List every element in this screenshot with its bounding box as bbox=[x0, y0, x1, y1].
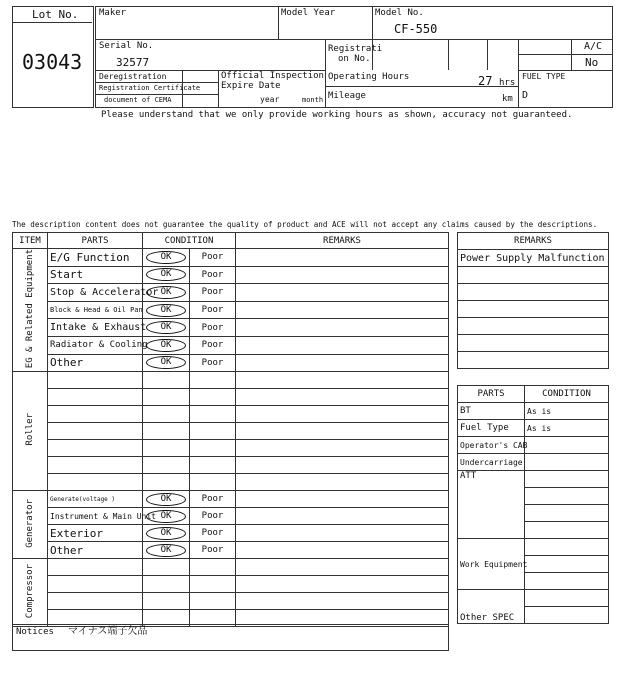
remarks-cell bbox=[236, 491, 449, 508]
registration-certificate-label: Registration Certificate bbox=[99, 84, 201, 92]
poor-option: Poor bbox=[190, 354, 236, 372]
work-equipment-label: Work Equipment bbox=[458, 539, 525, 590]
poor-option: Poor bbox=[190, 525, 236, 542]
notices-label: Notices bbox=[16, 627, 54, 637]
generator-part: Exterior bbox=[48, 525, 143, 542]
remarks-cell bbox=[236, 336, 449, 354]
generator-part: Instrument & Main Unit bbox=[48, 508, 143, 525]
remarks-cell bbox=[236, 508, 449, 525]
poor-option: Poor bbox=[190, 301, 236, 319]
registration-label-1: Registrati bbox=[328, 44, 383, 54]
poor-option: Poor bbox=[190, 491, 236, 508]
ok-mark bbox=[143, 301, 190, 319]
right-remarks-table bbox=[457, 232, 609, 369]
hours-accuracy-notice: Please understand that we only provide working hours as shown, accuracy not guaranteed. bbox=[101, 110, 573, 120]
serial-value: 32577 bbox=[116, 56, 150, 69]
att-label: ATT bbox=[458, 471, 525, 539]
group-eg-label: EG & Related Equipment bbox=[25, 249, 35, 369]
group-generator bbox=[13, 491, 48, 559]
hrs-unit: hrs bbox=[499, 78, 516, 88]
model-no-value: CF-550 bbox=[394, 22, 438, 36]
registration-label-2: on No. bbox=[338, 54, 371, 64]
fuel-type-label: FUEL TYPE bbox=[522, 72, 566, 81]
ok-circle: OK bbox=[146, 304, 186, 317]
remarks-cell bbox=[236, 249, 449, 267]
undercarriage-label: Undercarriage bbox=[458, 454, 525, 471]
ok-circle: OK bbox=[146, 286, 186, 299]
right-condition-header: CONDITION bbox=[525, 386, 609, 403]
lot-number: 03043 bbox=[22, 50, 83, 74]
model-no-label: Model No. bbox=[375, 8, 424, 18]
ac-label: A/C bbox=[584, 41, 603, 52]
eg-part: Stop & Accelerator bbox=[48, 284, 143, 302]
ok-mark bbox=[143, 508, 190, 525]
poor-option: Poor bbox=[190, 319, 236, 337]
remarks-header: REMARKS bbox=[236, 233, 449, 249]
ok-circle: OK bbox=[146, 527, 186, 540]
model-year-label: Model Year bbox=[281, 8, 336, 18]
ok-circle: OK bbox=[146, 510, 186, 523]
deregistration-label: Deregistration bbox=[99, 72, 167, 81]
ok-circle: OK bbox=[146, 268, 186, 281]
generator-part: Other bbox=[48, 542, 143, 559]
ok-mark bbox=[143, 336, 190, 354]
remarks-cell bbox=[236, 354, 449, 372]
eg-part: Start bbox=[48, 266, 143, 284]
poor-option: Poor bbox=[190, 508, 236, 525]
ok-mark bbox=[143, 542, 190, 559]
parts-header: PARTS bbox=[48, 233, 143, 249]
ok-circle: OK bbox=[146, 544, 186, 557]
eg-part: Other bbox=[48, 354, 143, 372]
other-spec-label: Other SPEC bbox=[458, 590, 525, 624]
eg-part: E/G Function bbox=[48, 249, 143, 267]
maker-label: Maker bbox=[99, 8, 127, 18]
right-remarks-header: REMARKS bbox=[458, 233, 609, 250]
group-roller-label: Roller bbox=[25, 413, 35, 446]
ok-circle: OK bbox=[146, 339, 186, 352]
eg-part: Block & Head & Oil Pan bbox=[48, 301, 143, 319]
km-unit: km bbox=[502, 94, 513, 104]
remarks-cell bbox=[236, 542, 449, 559]
right-remarks-first: Power Supply Malfunction bbox=[458, 250, 609, 267]
inspection-label-1: Official Inspection bbox=[221, 71, 324, 81]
poor-option: Poor bbox=[190, 249, 236, 267]
group-roller bbox=[13, 372, 48, 491]
remarks-cell bbox=[236, 266, 449, 284]
month-label: month bbox=[302, 96, 324, 104]
remarks-cell bbox=[236, 525, 449, 542]
poor-option: Poor bbox=[190, 266, 236, 284]
remarks-cell bbox=[236, 319, 449, 337]
poor-option: Poor bbox=[190, 336, 236, 354]
operating-hours-label: Operating Hours bbox=[328, 72, 410, 82]
group-eg bbox=[13, 249, 48, 372]
inspection-label-2: Expire Date bbox=[221, 81, 281, 91]
remarks-cell bbox=[236, 284, 449, 302]
mileage-label: Mileage bbox=[328, 91, 366, 101]
ok-circle: OK bbox=[146, 321, 186, 334]
eg-part: Radiator & Cooling bbox=[48, 336, 143, 354]
eg-part: Intake & Exhaust bbox=[48, 319, 143, 337]
year-label: year bbox=[260, 95, 280, 104]
item-header: ITEM bbox=[13, 233, 48, 249]
group-generator-label: Generator bbox=[25, 498, 35, 548]
fuel-value: As is bbox=[525, 420, 609, 437]
ok-mark bbox=[143, 354, 190, 372]
ok-mark bbox=[143, 525, 190, 542]
bt-label: BT bbox=[458, 403, 525, 420]
poor-option: Poor bbox=[190, 284, 236, 302]
bt-value: As is bbox=[525, 403, 609, 420]
inspection-table bbox=[12, 232, 449, 627]
operator-cab-label: Operator's CAB bbox=[458, 437, 525, 454]
notices-value: マイナス端子欠品 bbox=[68, 626, 148, 637]
ok-circle: OK bbox=[146, 493, 186, 506]
disclaimer: The description content does not guarantee the quality of product and ACE will not accept any claims caused by the descriptions. bbox=[12, 220, 598, 229]
ok-mark bbox=[143, 249, 190, 267]
fuel-type-value: D bbox=[522, 90, 529, 101]
group-compressor bbox=[13, 559, 48, 627]
ok-circle: OK bbox=[146, 251, 186, 264]
ok-mark bbox=[143, 284, 190, 302]
serial-label: Serial No. bbox=[99, 41, 154, 51]
condition-header: CONDITION bbox=[143, 233, 236, 249]
remarks-cell bbox=[236, 301, 449, 319]
cema-label: document of CEMA bbox=[104, 96, 172, 104]
ok-mark bbox=[143, 266, 190, 284]
parts-condition-table bbox=[457, 385, 609, 624]
fuel-label: Fuel Type bbox=[458, 420, 525, 437]
lot-label: Lot No. bbox=[32, 8, 79, 21]
ok-circle: OK bbox=[146, 356, 186, 369]
ok-mark bbox=[143, 491, 190, 508]
group-compressor-label: Compressor bbox=[25, 564, 35, 619]
ac-value: No bbox=[585, 56, 599, 69]
right-parts-header: PARTS bbox=[458, 386, 525, 403]
ok-mark bbox=[143, 319, 190, 337]
poor-option: Poor bbox=[190, 542, 236, 559]
operating-hours-value: 27 bbox=[478, 74, 493, 88]
generator-part: Generate(voltage ) bbox=[48, 491, 143, 508]
